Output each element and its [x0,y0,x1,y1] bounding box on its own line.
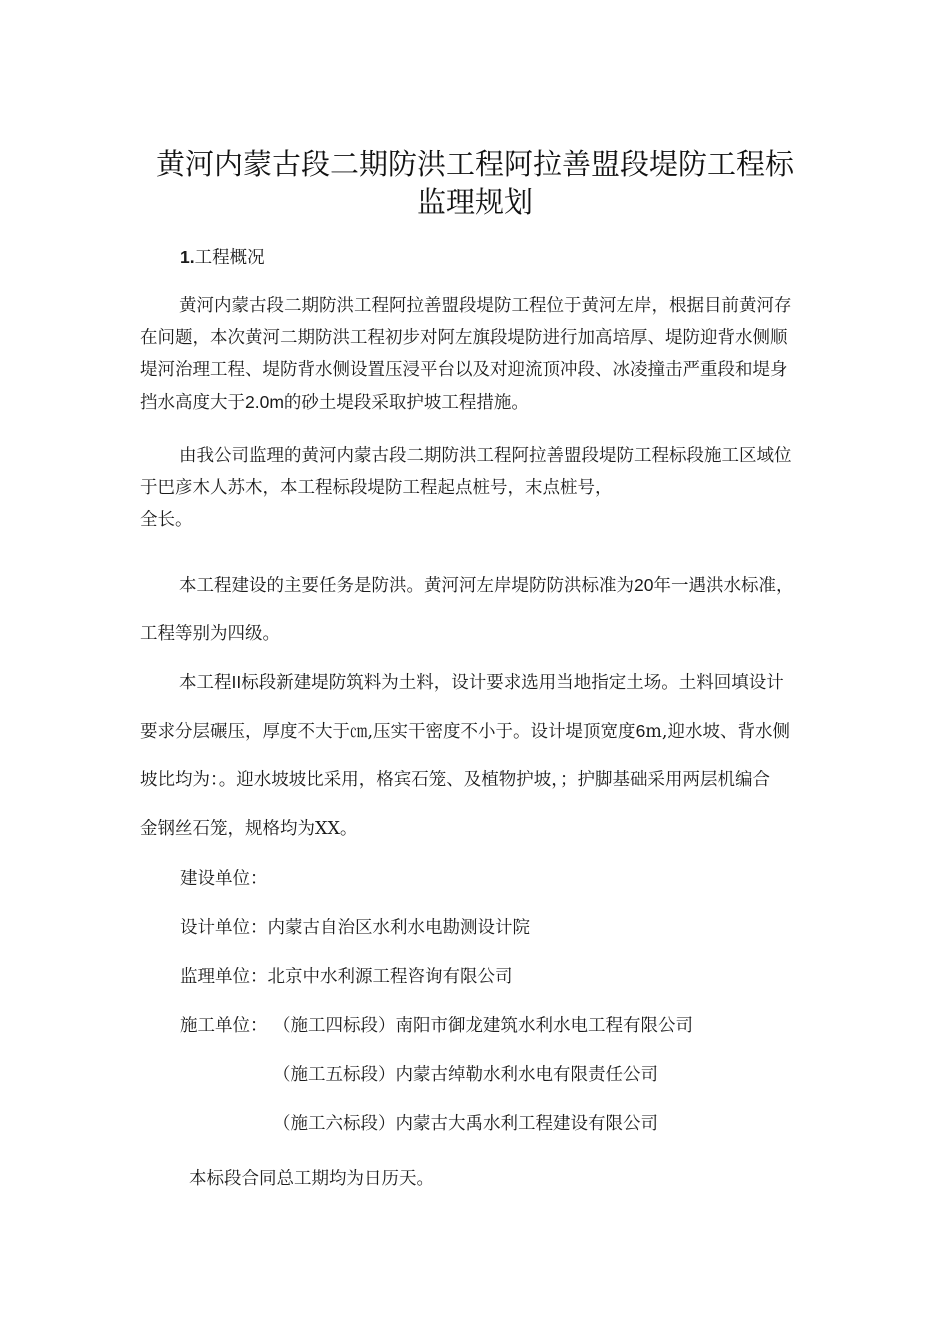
text-run: m,迎水坡、背水侧 [645,722,790,742]
document-title-line1: 黄河内蒙古段二期防洪工程阿拉善盟段堤防工程标 [155,147,794,181]
paragraph-line [140,707,865,756]
paragraph-materials [140,658,865,854]
paragraph-line: 坡比均为：。迎水坡坡比采用，格宾石笼、及植物护坡，；护脚基础采用两层机编合 [140,770,770,790]
paragraph-line: 在问题，本次黄河二期防洪工程初步对阿左旗段堤防进行加高培厚、堤防迎背水侧顺 [140,328,788,348]
builder-unit-label: 施工单位： [180,1016,268,1036]
section-number: 1. [180,247,195,267]
builder-unit-section6: （施工六标段）内蒙古大禹水利工程建设有限公司 [273,1114,658,1134]
builder-unit-section4: （施工四标段）南阳市御龙建筑水利水电工程有限公司 [273,1016,693,1036]
paragraph-line: 由我公司监理的黄河内蒙古段二期防洪工程阿拉善盟段堤防工程标段施工区域位 [179,446,792,466]
section-heading [180,244,265,269]
paragraph-line: 工程等别为四级。 [140,624,280,644]
design-unit: 设计单位：内蒙古自治区水利水电勘测设计院 [180,918,530,938]
paragraph-line [140,561,865,610]
construction-unit: 建设单位： [180,869,268,889]
paragraph-line [140,386,865,418]
paragraph-line: 于巴彦木人苏木，本工程标段堤防工程起点桩号，末点桩号， [140,478,613,498]
paragraph-line: 全长。 [140,510,193,530]
section-title: 工程概况 [194,248,265,268]
text-run: 挡水高度大于 [140,393,245,413]
paragraph-overview [140,290,865,418]
paragraph-line: 金钢丝石笼，规格均为XX。 [140,819,358,839]
paragraph-line: 黄河内蒙古段二期防洪工程阿拉善盟段堤防工程位于黄河左岸，根据目前黄河存 [179,296,792,316]
supervision-unit: 监理单位：北京中水利源工程咨询有限公司 [180,967,513,987]
text-run: 要求分层碾压，厚度不大于㎝,压实干密度不小于。设计堤顶宽度 [140,722,636,742]
text-run: 标段新建堤防筑料为土料，设计要求选用当地指定土场。土料回填设计 [241,673,784,693]
number-run: 2.0m [245,392,284,412]
roman-run: II [231,672,242,692]
number-run: 20 [634,575,654,595]
paragraph-line: 堤河治理工程、堤防背水侧设置压浸平台以及对迎流顶冲段、冰凌撞击严重段和堤身 [140,360,788,380]
text-run: 本工程 [179,673,232,693]
text-run: 的砂土堤段采取护坡工程措施。 [283,393,529,413]
document-title-line2: 监理规划 [416,185,533,219]
builder-unit-section5: （施工五标段）内蒙古绰勒水利水电有限责任公司 [273,1065,658,1085]
contract-duration: 本标段合同总工期均为日历天。 [189,1169,434,1189]
text-run: 年一遇洪水标准， [653,576,794,596]
number-run: 6 [635,721,646,741]
paragraph-task [140,561,865,659]
paragraph-location [140,440,865,536]
paragraph-line [140,658,865,707]
text-run: 本工程建设的主要任务是防洪。黄河河左岸堤防防洪标准为 [179,576,634,596]
